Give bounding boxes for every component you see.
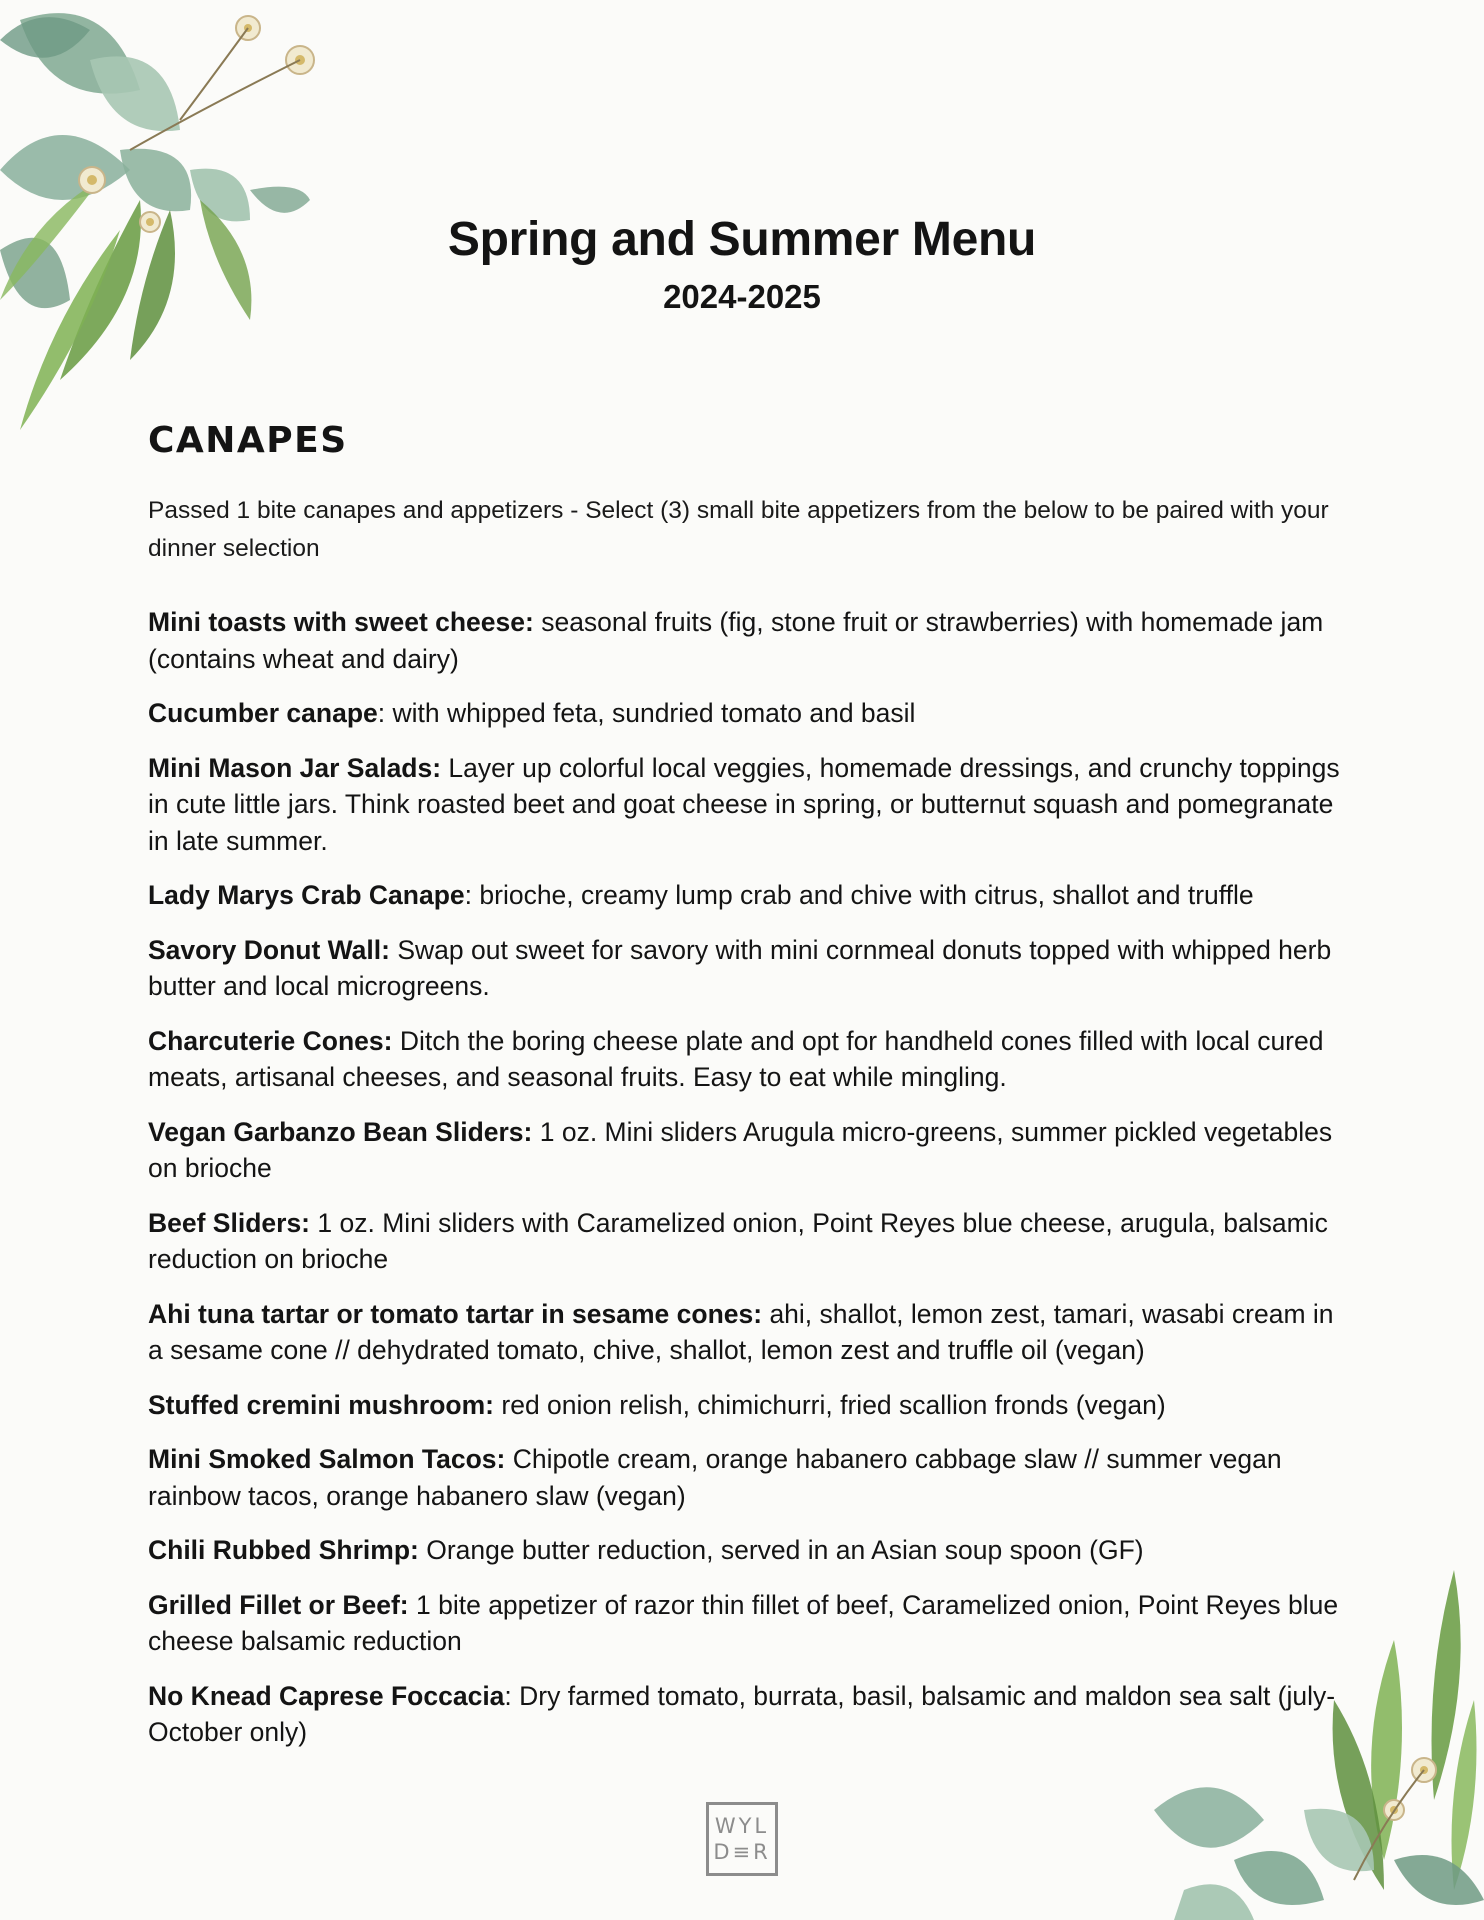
menu-item-description: Swap out sweet for savory with mini cornmeal donuts topped with whipped herb butter and local microgreens. [148,934,1332,1001]
menu-item-name: Mini Smoked Salmon Tacos: [148,1444,506,1474]
logo-line-2: D≡R [713,1840,771,1864]
menu-item-name: Stuffed cremini mushroom: [148,1389,495,1420]
menu-item-description: seasonal fruits (fig, stone fruit or strawberries) with homemade jam (contains wheat and dairy) [148,607,1324,674]
menu-item [148,750,1348,860]
menu-item [148,1023,1348,1096]
menu-item-name: Lady Marys Crab Canape [148,880,465,910]
menu-item-description: ahi, shallot, lemon zest, tamari, wasabi cream in a sesame cone // dehydrated tomato, chive, shallot, lemon zest and truffle oil (vegan) [148,1298,1334,1365]
menu-item-name: Ahi tuna tartar or tomato tartar in sesame cones: [148,1298,763,1329]
menu-item-description: red onion relish, chimichurri, fried scallion fronds (vegan) [494,1389,1166,1420]
menu-item-description: Layer up colorful local veggies, homemade dressings, and crunchy toppings in cute little jars. Think roasted beet and goat cheese in spring, or butternut squash and pomegranate in late summer. [148,752,1340,856]
menu-item [148,932,1348,1005]
menu-item-name: Mini Mason Jar Salads: [148,752,442,783]
page-title: Spring and Summer Menu [447,213,1037,266]
menu-item [148,1114,1348,1187]
menu-item-description: : Dry farmed tomato, burrata, basil, balsamic and maldon sea salt (july-October only) [148,1680,1336,1747]
menu-item [148,1387,1348,1424]
menu-item-name: No Knead Caprese Foccacia [148,1680,505,1711]
menu-item [148,1587,1348,1660]
menu-item-name: Beef Sliders: [148,1207,311,1238]
menu-item [148,877,1348,914]
menu-item-name: Grilled Fillet or Beef: [148,1589,409,1620]
menu-item [148,1532,1348,1569]
menu-item-description: : with whipped feta, sundried tomato and basil [377,698,916,728]
menu-item-description: 1 oz. Mini sliders with Caramelized onion, Point Reyes blue cheese, arugula, balsamic reduction on brioche [148,1207,1328,1274]
menu-item-name: Vegan Garbanzo Bean Sliders: [148,1116,533,1147]
menu-item-name: Cucumber canape [148,698,378,728]
menu-item-name: Savory Donut Wall: [148,934,390,965]
wylder-logo [706,1802,778,1876]
menu-item [148,1678,1348,1751]
menu-item [148,604,1348,677]
menu-item [148,1205,1348,1278]
menu-item-description: 1 oz. Mini sliders Arugula micro-greens, summer pickled vegetables on brioche [148,1116,1333,1183]
menu-item-description: 1 bite appetizer of razor thin fillet of beef, Caramelized onion, Point Reyes blue cheese balsamic reduction [148,1589,1339,1656]
menu-list [148,604,1348,1769]
menu-item [148,695,1348,732]
menu-item [148,1441,1348,1514]
logo-line-1: WYL [714,1814,770,1838]
menu-item-name: Mini toasts with sweet cheese: [148,607,534,637]
menu-item-name: Chili Rubbed Shrimp: [148,1535,419,1565]
menu-item-name: Charcuterie Cones: [148,1025,393,1056]
menu-item-description: Ditch the boring cheese plate and opt for handheld cones filled with local cured meats, artisanal cheeses, and seasonal fruits. Easy to eat while mingling. [148,1025,1324,1092]
menu-item [148,1296,1348,1369]
menu-item-description: Orange butter reduction, served in an Asian soup spoon (GF) [418,1535,1144,1565]
menu-item-description: Chipotle cream, orange habanero cabbage slaw // summer vegan rainbow tacos, orange habanero slaw (vegan) [148,1444,1282,1511]
menu-item-description: : brioche, creamy lump crab and chive with citrus, shallot and truffle [464,880,1254,910]
section-intro: Passed 1 bite canapes and appetizers - Select (3) small bite appetizers from the below to be paired with your dinner selection [148,497,1329,562]
page-subtitle: 2024-2025 [663,278,821,315]
section-title: CANAPES [148,420,348,461]
